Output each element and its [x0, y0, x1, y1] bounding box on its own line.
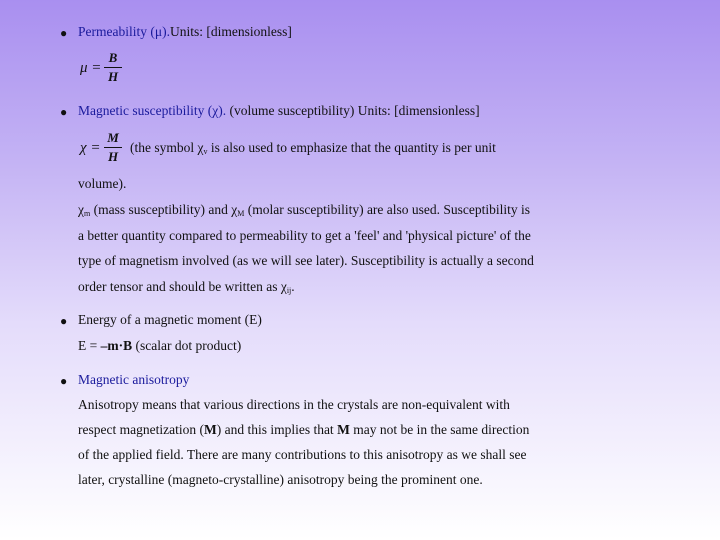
susceptibility-units: (volume susceptibility) Units: [dimensionless] [226, 103, 480, 118]
bullet-icon: ● [60, 374, 68, 388]
line-text: may not be in the same direction [349, 422, 530, 437]
eq-text: E = [78, 338, 101, 353]
susceptibility-volume-line: volume). [78, 176, 127, 191]
fraction-numerator: B [108, 50, 118, 65]
eq-bold: –m·B [100, 338, 133, 353]
line-bold: M [203, 422, 217, 437]
note-text: (the symbol χ [130, 140, 204, 155]
susceptibility-paragraph-line [78, 279, 295, 299]
line-text: (mass susceptibility) and χ [90, 202, 238, 217]
anisotropy-paragraph-line [78, 422, 529, 438]
susceptibility-heading [78, 103, 480, 119]
line-text: χ [78, 202, 84, 217]
anisotropy-heading: Magnetic anisotropy [78, 372, 190, 387]
susceptibility-paragraph-line: a better quantity compared to permeability to get a 'feel' and 'physical picture' of the [78, 228, 531, 243]
energy-heading: Energy of a magnetic moment (E) [78, 312, 262, 327]
fraction-numerator: M [107, 130, 119, 145]
subscript: m [84, 209, 91, 218]
bullet-icon: ● [60, 105, 68, 119]
line-text: (molar susceptibility) are also used. Susceptibility is [244, 202, 531, 217]
susceptibility-paragraph-line: type of magnetism involved (as we will see later). Susceptibility is actually a second [78, 253, 534, 268]
susceptibility-paragraph-line [78, 202, 530, 222]
subscript: ij [286, 286, 292, 295]
line-bold: M [337, 422, 350, 437]
line-text: order tensor and should be written as χ [78, 279, 287, 294]
fraction-denominator: H [107, 149, 119, 164]
fraction-bar [104, 147, 122, 148]
line-text: ) and this implies that [216, 422, 338, 437]
note-text: is also used to emphasize that the quantity is per unit [207, 140, 496, 155]
eq-text: (scalar dot product) [132, 338, 242, 353]
note-subscript: v [203, 147, 208, 156]
bullet-icon: ● [60, 314, 68, 328]
permeability-units: Units: [dimensionless] [169, 24, 292, 39]
anisotropy-paragraph-line: later, crystalline (magneto-crystalline) anisotropy being the prominent one. [78, 472, 483, 487]
energy-equation [78, 338, 241, 354]
fraction-denominator: H [107, 69, 119, 84]
susceptibility-note [130, 140, 496, 160]
permeability-heading [78, 24, 292, 40]
line-text: . [291, 279, 295, 294]
susceptibility-title: Magnetic susceptibility (χ). [78, 103, 227, 118]
susceptibility-eq-lhs: χ = [80, 140, 101, 156]
permeability-fraction [104, 50, 122, 86]
anisotropy-paragraph-line: of the applied field. There are many contributions to this anisotropy as we shall see [78, 447, 527, 462]
bullet-icon: ● [60, 26, 68, 40]
susceptibility-fraction [104, 130, 122, 166]
permeability-eq-lhs: μ = [80, 60, 102, 76]
permeability-title: Permeability (μ). [78, 24, 170, 39]
line-text: respect magnetization ( [78, 422, 204, 437]
anisotropy-paragraph-line: Anisotropy means that various directions in the crystals are non-equivalent with [78, 397, 510, 412]
subscript: M [237, 209, 245, 218]
fraction-bar [104, 67, 122, 68]
